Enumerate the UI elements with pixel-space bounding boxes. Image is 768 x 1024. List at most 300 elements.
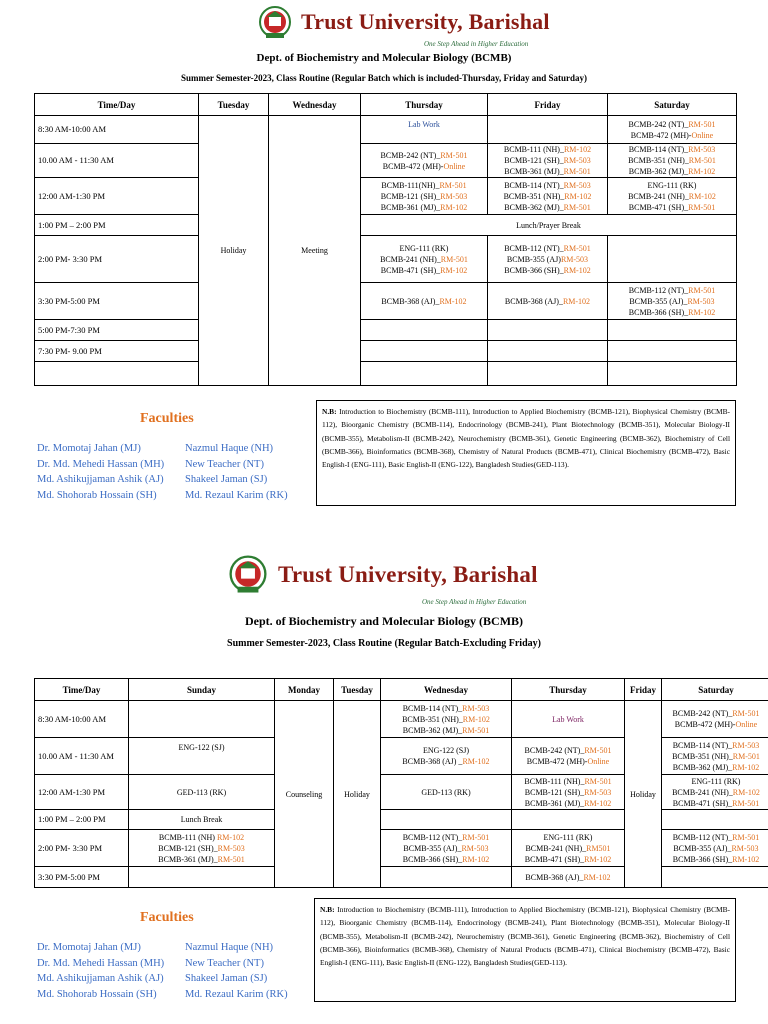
course-code: BCMB-351 (NH)_ bbox=[672, 751, 733, 761]
class-entry bbox=[363, 254, 485, 265]
university-logo-icon bbox=[228, 552, 268, 596]
empty-cell bbox=[488, 362, 608, 386]
class-cell bbox=[381, 738, 512, 775]
class-entry bbox=[610, 155, 734, 166]
table-header-row bbox=[35, 94, 737, 116]
course-code: ENG-111 (RK) bbox=[543, 832, 593, 842]
faculty-name: Dr. Md. Mehedi Hassan (MH) bbox=[37, 458, 165, 470]
header-friday: Friday bbox=[488, 94, 608, 116]
class-entry bbox=[490, 265, 605, 276]
faculty-name: Dr. Md. Mehedi Hassan (MH) bbox=[37, 957, 165, 969]
class-entry bbox=[664, 719, 768, 730]
routine-subtitle: Summer Semester-2023, Class Routine (Regular Batch-Excluding Friday) bbox=[227, 638, 541, 649]
university-tagline: One Step Ahead in Higher Education bbox=[424, 40, 529, 48]
note-label: N.B: bbox=[320, 905, 335, 914]
room-label: RM-501 bbox=[563, 167, 591, 176]
course-note-box bbox=[316, 400, 736, 506]
course-code: BCMB-471 (SH)_ bbox=[628, 202, 689, 212]
class-cell: ENG-122 (SJ) bbox=[129, 738, 275, 775]
class-entry bbox=[610, 307, 734, 318]
room-label: RM-501 bbox=[688, 285, 716, 295]
class-entry bbox=[664, 751, 768, 762]
empty-cell bbox=[608, 362, 737, 386]
empty-cell bbox=[662, 867, 768, 888]
empty-cell bbox=[488, 320, 608, 341]
empty-cell bbox=[381, 810, 512, 830]
header-saturday: Saturday bbox=[662, 679, 768, 701]
course-code: BCMB-121 (SH)_ bbox=[158, 843, 218, 853]
course-code: BCMB-472 (MH)- bbox=[630, 130, 692, 140]
room-label: RM-102 bbox=[462, 854, 490, 864]
faculties-heading: Faculties bbox=[140, 411, 194, 426]
class-entry bbox=[610, 180, 734, 191]
note-text: Introduction to Biochemistry (BCMB-111), Introduction to Applied Biochemistry (BCMB-121), Biophysical Chemistry (BCMB-112), Bioorganic Chemistry (BCMB-114), Endocrinology (BCMB-241), Plant Biotechnology (BCMB-351), Molecular Biology-II (BCMB-355), Metabolism-II (BCMB-242), Neurochemistry (BCMB-361), Genetic Engineering (BCMB-362), Biochemistry of Cell (BCMB-366), Bioinformatics (BCMB-368), Chemistry of Natural Products (BCMB-471), Clinical Biochemistry (BCMB-472), Basic English-I (ENG-111), Basic English-II (ENG-122), Bangladesh Studies(GED-113). bbox=[320, 905, 730, 968]
course-code: BCMB-366 (SH)_ bbox=[672, 854, 733, 864]
room-label: RM-501 bbox=[688, 119, 716, 129]
class-entry bbox=[490, 144, 605, 155]
class-cell bbox=[361, 178, 488, 215]
course-code: BCMB-111 (NH) bbox=[158, 832, 217, 842]
class-entry bbox=[610, 130, 734, 141]
class-cell: GED-113 (RK) bbox=[129, 775, 275, 810]
course-code: BCMB-361 (MJ)_ bbox=[158, 854, 218, 864]
room-label: RM-503 bbox=[462, 703, 490, 713]
header-saturday: Saturday bbox=[608, 94, 737, 116]
course-code: ENG-111 (RK) bbox=[647, 180, 697, 190]
course-code: ENG-111 (RK) bbox=[691, 776, 741, 786]
class-cell bbox=[512, 775, 625, 810]
course-code: BCMB-241 (NH)_ bbox=[628, 191, 689, 201]
class-entry bbox=[490, 254, 605, 265]
faculty-name: New Teacher (NT) bbox=[185, 458, 264, 470]
empty-cell bbox=[361, 341, 488, 362]
class-cell bbox=[662, 738, 768, 775]
room-label: RM-501 bbox=[217, 854, 245, 864]
room-label: RM-503 bbox=[560, 254, 589, 264]
course-code: BCMB-112 (NT)_ bbox=[504, 243, 564, 253]
course-code: BCMB-242 (NT)_ bbox=[380, 150, 441, 160]
course-code: ENG-122 (SJ) bbox=[423, 746, 469, 755]
empty-cell bbox=[608, 236, 737, 283]
room-label: RM-102 bbox=[732, 787, 760, 797]
course-code: BCMB-471 (SH)_ bbox=[524, 854, 585, 864]
class-cell bbox=[512, 867, 625, 888]
header-tuesday: Tuesday bbox=[334, 679, 381, 701]
class-cell bbox=[662, 775, 768, 810]
room-label: RM-102 bbox=[439, 296, 467, 306]
table-row bbox=[35, 341, 737, 362]
class-entry bbox=[363, 161, 485, 172]
monday-counseling-cell: Counseling bbox=[275, 701, 334, 888]
table-row bbox=[35, 701, 768, 738]
class-entry bbox=[610, 191, 734, 202]
room-label: RM-102 bbox=[563, 145, 592, 154]
class-cell bbox=[512, 738, 625, 775]
thursday-lab-cell: Lab Work bbox=[512, 701, 625, 738]
class-cell bbox=[488, 283, 608, 320]
thursday-lab-cell: Lab Work bbox=[361, 116, 488, 144]
class-cell bbox=[512, 830, 625, 867]
class-entry bbox=[664, 740, 768, 751]
time-cell: 1:00 PM – 2:00 PM bbox=[35, 215, 199, 236]
room-label: RM-503 bbox=[217, 843, 245, 853]
course-code: BCMB-368 (AJ)_ bbox=[525, 872, 584, 882]
faculty-name: Nazmul Haque (NH) bbox=[185, 942, 274, 953]
university-tagline: One Step Ahead in Higher Education bbox=[422, 598, 527, 606]
class-cell bbox=[488, 178, 608, 215]
room-label: RM-501 bbox=[732, 751, 760, 761]
empty-cell bbox=[361, 362, 488, 386]
course-code: BCMB-361 (MJ)_ bbox=[380, 202, 441, 212]
class-cell bbox=[608, 283, 737, 320]
course-code: BCMB-241 (NH)_ bbox=[525, 843, 587, 853]
faculties-heading: Faculties bbox=[140, 910, 194, 925]
room-label: RM-503 bbox=[584, 787, 612, 797]
class-entry bbox=[490, 191, 605, 202]
faculty-list bbox=[37, 442, 305, 503]
course-code: BCMB-241 (NH)_ bbox=[380, 254, 441, 264]
room-label: RM-501 bbox=[584, 746, 612, 755]
class-entry bbox=[490, 166, 605, 177]
university-header bbox=[258, 3, 550, 41]
room-label: RM-102 bbox=[462, 714, 490, 724]
course-code: BCMB-366 (SH)_ bbox=[402, 854, 463, 864]
class-entry bbox=[514, 776, 622, 787]
empty-cell bbox=[512, 810, 625, 830]
course-code: BCMB-471 (SH)_ bbox=[672, 798, 733, 808]
university-name: Trust University, Barishal bbox=[301, 9, 550, 34]
course-code: BCMB-351 (NH)_ bbox=[628, 156, 689, 165]
class-cell bbox=[608, 116, 737, 144]
class-entry bbox=[514, 798, 622, 809]
class-cell bbox=[488, 236, 608, 283]
class-entry bbox=[610, 285, 734, 296]
class-entry bbox=[490, 155, 605, 166]
course-code: ENG-111 (RK) bbox=[399, 243, 449, 253]
time-cell bbox=[35, 362, 199, 386]
class-entry bbox=[490, 296, 605, 307]
course-code: BCMB-112 (NT)_ bbox=[672, 832, 733, 842]
room-label: RM-102 bbox=[688, 167, 716, 176]
class-entry bbox=[383, 832, 509, 843]
department-title: Dept. of Biochemistry and Molecular Biology (BCMB) bbox=[256, 52, 512, 64]
room-label: RM-102 bbox=[462, 757, 490, 766]
class-entry bbox=[610, 166, 734, 177]
room-label: RM-503 bbox=[440, 191, 468, 201]
class-entry bbox=[363, 243, 485, 254]
wednesday-meeting-cell: Meeting bbox=[269, 116, 361, 386]
class-entry bbox=[490, 180, 605, 191]
room-label: RM-102 bbox=[563, 265, 591, 275]
empty-cell bbox=[488, 116, 608, 144]
empty-cell bbox=[608, 341, 737, 362]
class-entry bbox=[610, 144, 734, 155]
class-entry bbox=[514, 832, 622, 843]
class-entry bbox=[383, 703, 509, 714]
course-code: BCMB-112 (NT)_ bbox=[628, 285, 689, 295]
empty-cell bbox=[488, 341, 608, 362]
class-cell bbox=[662, 701, 768, 738]
header-thursday: Thursday bbox=[361, 94, 488, 116]
room-label: RM-102 bbox=[583, 872, 611, 882]
class-entry bbox=[383, 756, 509, 767]
time-cell: 10.00 AM - 11:30 AM bbox=[35, 144, 199, 178]
course-code: BCMB-111 (NH)_ bbox=[524, 776, 585, 786]
table-row bbox=[35, 144, 737, 178]
room-label: RM-501 bbox=[688, 202, 716, 212]
course-code: BCMB-351 (NH)_ bbox=[503, 191, 565, 201]
room-label: RM-501 bbox=[439, 180, 467, 190]
course-code: BCMB-112 (NT)_ bbox=[402, 832, 463, 842]
class-cell bbox=[381, 701, 512, 738]
room-label: RM-501 bbox=[732, 709, 760, 718]
class-entry bbox=[363, 150, 485, 161]
class-cell bbox=[361, 283, 488, 320]
room-label: RM-501 bbox=[440, 150, 468, 160]
class-entry bbox=[383, 714, 509, 725]
course-code: BCMB-471 (SH)_ bbox=[380, 265, 441, 275]
class-cell bbox=[381, 830, 512, 867]
room-label: RM-503 bbox=[563, 180, 591, 190]
room-label: RM-503 bbox=[732, 740, 760, 750]
class-cell bbox=[488, 144, 608, 178]
course-code: BCMB-111 (NH)_ bbox=[503, 145, 564, 154]
faculty-name: Md. Shohorab Hossain (SH) bbox=[37, 988, 157, 1000]
faculty-name: Md. Ashikujjaman Ashik (AJ) bbox=[37, 973, 164, 984]
empty-cell bbox=[381, 867, 512, 888]
course-code: BCMB-355 (AJ)_ bbox=[629, 296, 688, 306]
class-entry bbox=[514, 872, 622, 883]
room-label: Online bbox=[443, 161, 466, 171]
room-label: RM-102 bbox=[732, 854, 760, 864]
faculty-name: Md. Rezaul Karim (RK) bbox=[185, 988, 288, 1000]
course-code: BCMB-355 (AJ) bbox=[506, 254, 561, 264]
class-entry bbox=[363, 265, 485, 276]
class-entry bbox=[514, 745, 622, 756]
faculty-name: Md. Shohorab Hossain (SH) bbox=[37, 489, 157, 501]
university-name: Trust University, Barishal bbox=[278, 561, 538, 587]
tuesday-holiday-cell: Holiday bbox=[199, 116, 269, 386]
class-entry bbox=[514, 787, 622, 798]
time-cell: 10.00 AM - 11:30 AM bbox=[35, 738, 129, 775]
time-cell: 5:00 PM-7:30 PM bbox=[35, 320, 199, 341]
room-label: RM-102 bbox=[440, 265, 468, 275]
course-code: BCMB-361 (MJ)_ bbox=[524, 798, 585, 808]
room-label: RM-102 bbox=[584, 798, 612, 808]
header-thursday: Thursday bbox=[512, 679, 625, 701]
faculty-name: Dr. Momotaj Jahan (MJ) bbox=[37, 443, 141, 454]
room-label: RM-102 bbox=[584, 854, 612, 864]
note-label: N.B: bbox=[322, 407, 337, 416]
class-entry bbox=[514, 854, 622, 865]
course-code: BCMB-111(NH)_ bbox=[381, 180, 440, 190]
class-entry bbox=[363, 180, 485, 191]
header-wednesday: Wednesday bbox=[381, 679, 512, 701]
class-entry bbox=[131, 843, 272, 854]
empty-cell bbox=[361, 320, 488, 341]
class-entry bbox=[363, 296, 485, 307]
course-code: BCMB-241 (NH)_ bbox=[672, 787, 733, 797]
class-entry bbox=[383, 854, 509, 865]
course-code: BCMB-242 (NT)_ bbox=[628, 119, 689, 129]
routine-section-2 bbox=[0, 512, 768, 1024]
table-row bbox=[35, 283, 737, 320]
class-routine-table bbox=[34, 678, 768, 888]
room-label: RM-501 bbox=[440, 254, 468, 264]
class-entry bbox=[664, 762, 768, 773]
department-title: Dept. of Biochemistry and Molecular Biology (BCMB) bbox=[244, 614, 524, 628]
course-code: BCMB-351 (NH)_ bbox=[402, 714, 463, 724]
class-cell bbox=[608, 144, 737, 178]
course-code: BCMB-368 (AJ)_ bbox=[504, 296, 563, 306]
class-entry bbox=[490, 243, 605, 254]
class-entry bbox=[363, 191, 485, 202]
course-code: BCMB-121 (SH)_ bbox=[504, 156, 564, 165]
time-cell: 8:30 AM-10:00 AM bbox=[35, 116, 199, 144]
class-entry bbox=[664, 843, 768, 854]
university-header bbox=[228, 552, 538, 596]
routine-subtitle: Summer Semester-2023, Class Routine (Regular Batch which is included-Thursday, Friday and Saturday) bbox=[180, 73, 588, 83]
class-entry bbox=[131, 854, 272, 865]
class-entry bbox=[131, 832, 272, 843]
class-entry bbox=[610, 296, 734, 307]
class-cell bbox=[608, 178, 737, 215]
course-code: BCMB-355 (AJ)_ bbox=[403, 843, 462, 853]
room-label: RM-503 bbox=[687, 296, 715, 306]
class-cell bbox=[361, 236, 488, 283]
time-cell: 2:00 PM- 3:30 PM bbox=[35, 830, 129, 867]
course-code: BCMB-366 (SH)_ bbox=[504, 265, 564, 275]
table-row bbox=[35, 362, 737, 386]
class-entry bbox=[514, 756, 622, 767]
university-logo-icon bbox=[258, 3, 292, 41]
course-code: BCMB-114 (NT)_ bbox=[628, 145, 689, 154]
room-label: RM-501 bbox=[688, 156, 716, 165]
course-code: BCMB-362 (MJ)_ bbox=[504, 202, 564, 212]
time-cell: 7:30 PM- 9.00 PM bbox=[35, 341, 199, 362]
course-code: BCMB-242 (NT)_ bbox=[672, 709, 733, 718]
room-label: RM-501 bbox=[563, 243, 591, 253]
header-sunday: Sunday bbox=[129, 679, 275, 701]
class-entry bbox=[490, 202, 605, 213]
empty-cell bbox=[608, 320, 737, 341]
class-entry bbox=[664, 708, 768, 719]
class-entry bbox=[363, 202, 485, 213]
course-note-box bbox=[314, 898, 736, 1002]
table-row bbox=[35, 215, 737, 236]
course-code: BCMB-242 (NT)_ bbox=[524, 746, 585, 755]
class-entry bbox=[610, 202, 734, 213]
table-row bbox=[35, 320, 737, 341]
room-label: RM-503 bbox=[731, 843, 759, 853]
faculty-name: Md. Ashikujjaman Ashik (AJ) bbox=[37, 474, 164, 485]
table-header-row bbox=[35, 679, 768, 701]
class-entry bbox=[514, 843, 622, 854]
class-cell bbox=[662, 830, 768, 867]
class-entry bbox=[610, 119, 734, 130]
room-label: RM-102 bbox=[688, 191, 716, 201]
time-cell: 12:00 AM-1:30 PM bbox=[35, 178, 199, 215]
room-label: RM501 bbox=[586, 843, 611, 853]
empty-cell bbox=[129, 701, 275, 738]
header-time-day: Time/Day bbox=[35, 94, 199, 116]
room-label: RM-102 bbox=[216, 832, 245, 842]
header-time-day: Time/Day bbox=[35, 679, 129, 701]
course-code: BCMB-114 (NT)_ bbox=[402, 703, 463, 713]
class-entry bbox=[383, 725, 509, 736]
lunch-break-cell: Lunch Break bbox=[129, 810, 275, 830]
header-friday: Friday bbox=[625, 679, 662, 701]
course-code: BCMB-361 (MJ)_ bbox=[504, 167, 564, 176]
class-entry bbox=[383, 843, 509, 854]
course-code: BCMB-114 (NT)_ bbox=[672, 740, 733, 750]
time-cell: 3:30 PM-5:00 PM bbox=[35, 867, 129, 888]
room-label: RM-503 bbox=[461, 843, 489, 853]
time-cell: 12:00 AM-1:30 PM bbox=[35, 775, 129, 810]
room-label: RM-501 bbox=[584, 776, 612, 786]
course-code: BCMB-362 (MJ)_ bbox=[672, 762, 733, 772]
faculty-name: Nazmul Haque (NH) bbox=[185, 443, 274, 454]
note-text: Introduction to Biochemistry (BCMB-111), Introduction to Applied Biochemistry (BCMB-121), Biophysical Chemistry (BCMB-112), Bioorganic Chemistry (BCMB-114), Endocrinology (BCMB-241), Plant Biotechnology (BCMB-351), Molecular Biology-II (BCMB-355), Metabolism-II (BCMB-242), Neurochemistry (BCMB-361), Genetic Engineering (BCMB-362), Biochemistry of Cell (BCMB-366), Bioinformatics (BCMB-368), Chemistry of Natural Products (BCMB-471), Clinical Biochemistry (BCMB-472), Basic English-I (ENG-111), Basic English-II (ENG-122), Bangladesh Studies(GED-113). bbox=[322, 407, 730, 470]
table-row bbox=[35, 116, 737, 144]
course-code: BCMB-355 (AJ)_ bbox=[673, 843, 732, 853]
table-row bbox=[35, 178, 737, 215]
course-code: BCMB-362 (MJ)_ bbox=[402, 725, 463, 735]
class-routine-table bbox=[34, 93, 737, 386]
faculty-name: Md. Rezaul Karim (RK) bbox=[185, 489, 288, 501]
header-wednesday: Wednesday bbox=[269, 94, 361, 116]
room-label: RM-501 bbox=[732, 832, 760, 842]
room-label: RM-503 bbox=[688, 145, 716, 154]
time-cell: 8:30 AM-10:00 AM bbox=[35, 701, 129, 738]
room-label: RM-501 bbox=[732, 798, 760, 808]
course-code: BCMB-472 (MH)- bbox=[382, 161, 444, 171]
table-row bbox=[35, 236, 737, 283]
room-label: RM-503 bbox=[563, 156, 591, 165]
room-label: Online bbox=[587, 757, 610, 766]
lunch-break-cell: Lunch/Prayer Break bbox=[361, 215, 737, 236]
course-code: BCMB-368 (AJ) _ bbox=[402, 757, 463, 766]
tuesday-holiday-cell: Holiday bbox=[334, 701, 381, 888]
class-entry bbox=[664, 776, 768, 787]
class-cell: GED-113 (RK) bbox=[381, 775, 512, 810]
room-label: Online bbox=[735, 720, 758, 729]
class-cell bbox=[129, 830, 275, 867]
course-code: BCMB-121 (SH)_ bbox=[524, 787, 585, 797]
room-label: RM-501 bbox=[563, 202, 591, 212]
class-entry bbox=[664, 832, 768, 843]
room-label: RM-102 bbox=[564, 191, 592, 201]
room-label: RM-501 bbox=[462, 725, 490, 735]
faculty-name: Shakeel Jaman (SJ) bbox=[185, 973, 268, 984]
faculty-name: Dr. Momotaj Jahan (MJ) bbox=[37, 942, 141, 953]
header-tuesday: Tuesday bbox=[199, 94, 269, 116]
faculty-name: New Teacher (NT) bbox=[185, 957, 264, 969]
class-entry bbox=[664, 787, 768, 798]
faculty-list bbox=[37, 941, 305, 1002]
time-cell: 3:30 PM-5:00 PM bbox=[35, 283, 199, 320]
room-label: RM-102 bbox=[562, 296, 591, 306]
class-entry bbox=[664, 798, 768, 809]
course-code: BCMB-114 (NT)_ bbox=[504, 180, 564, 190]
course-code: BCMB-121 (SH)_ bbox=[380, 191, 441, 201]
friday-holiday-cell: Holiday bbox=[625, 701, 662, 888]
class-entry bbox=[383, 745, 509, 756]
course-code: BCMB-472 (MH)- bbox=[674, 720, 736, 729]
course-code: BCMB-362 (MJ)_ bbox=[628, 167, 689, 176]
room-label: Online bbox=[691, 130, 714, 140]
room-label: RM-102 bbox=[688, 307, 716, 317]
